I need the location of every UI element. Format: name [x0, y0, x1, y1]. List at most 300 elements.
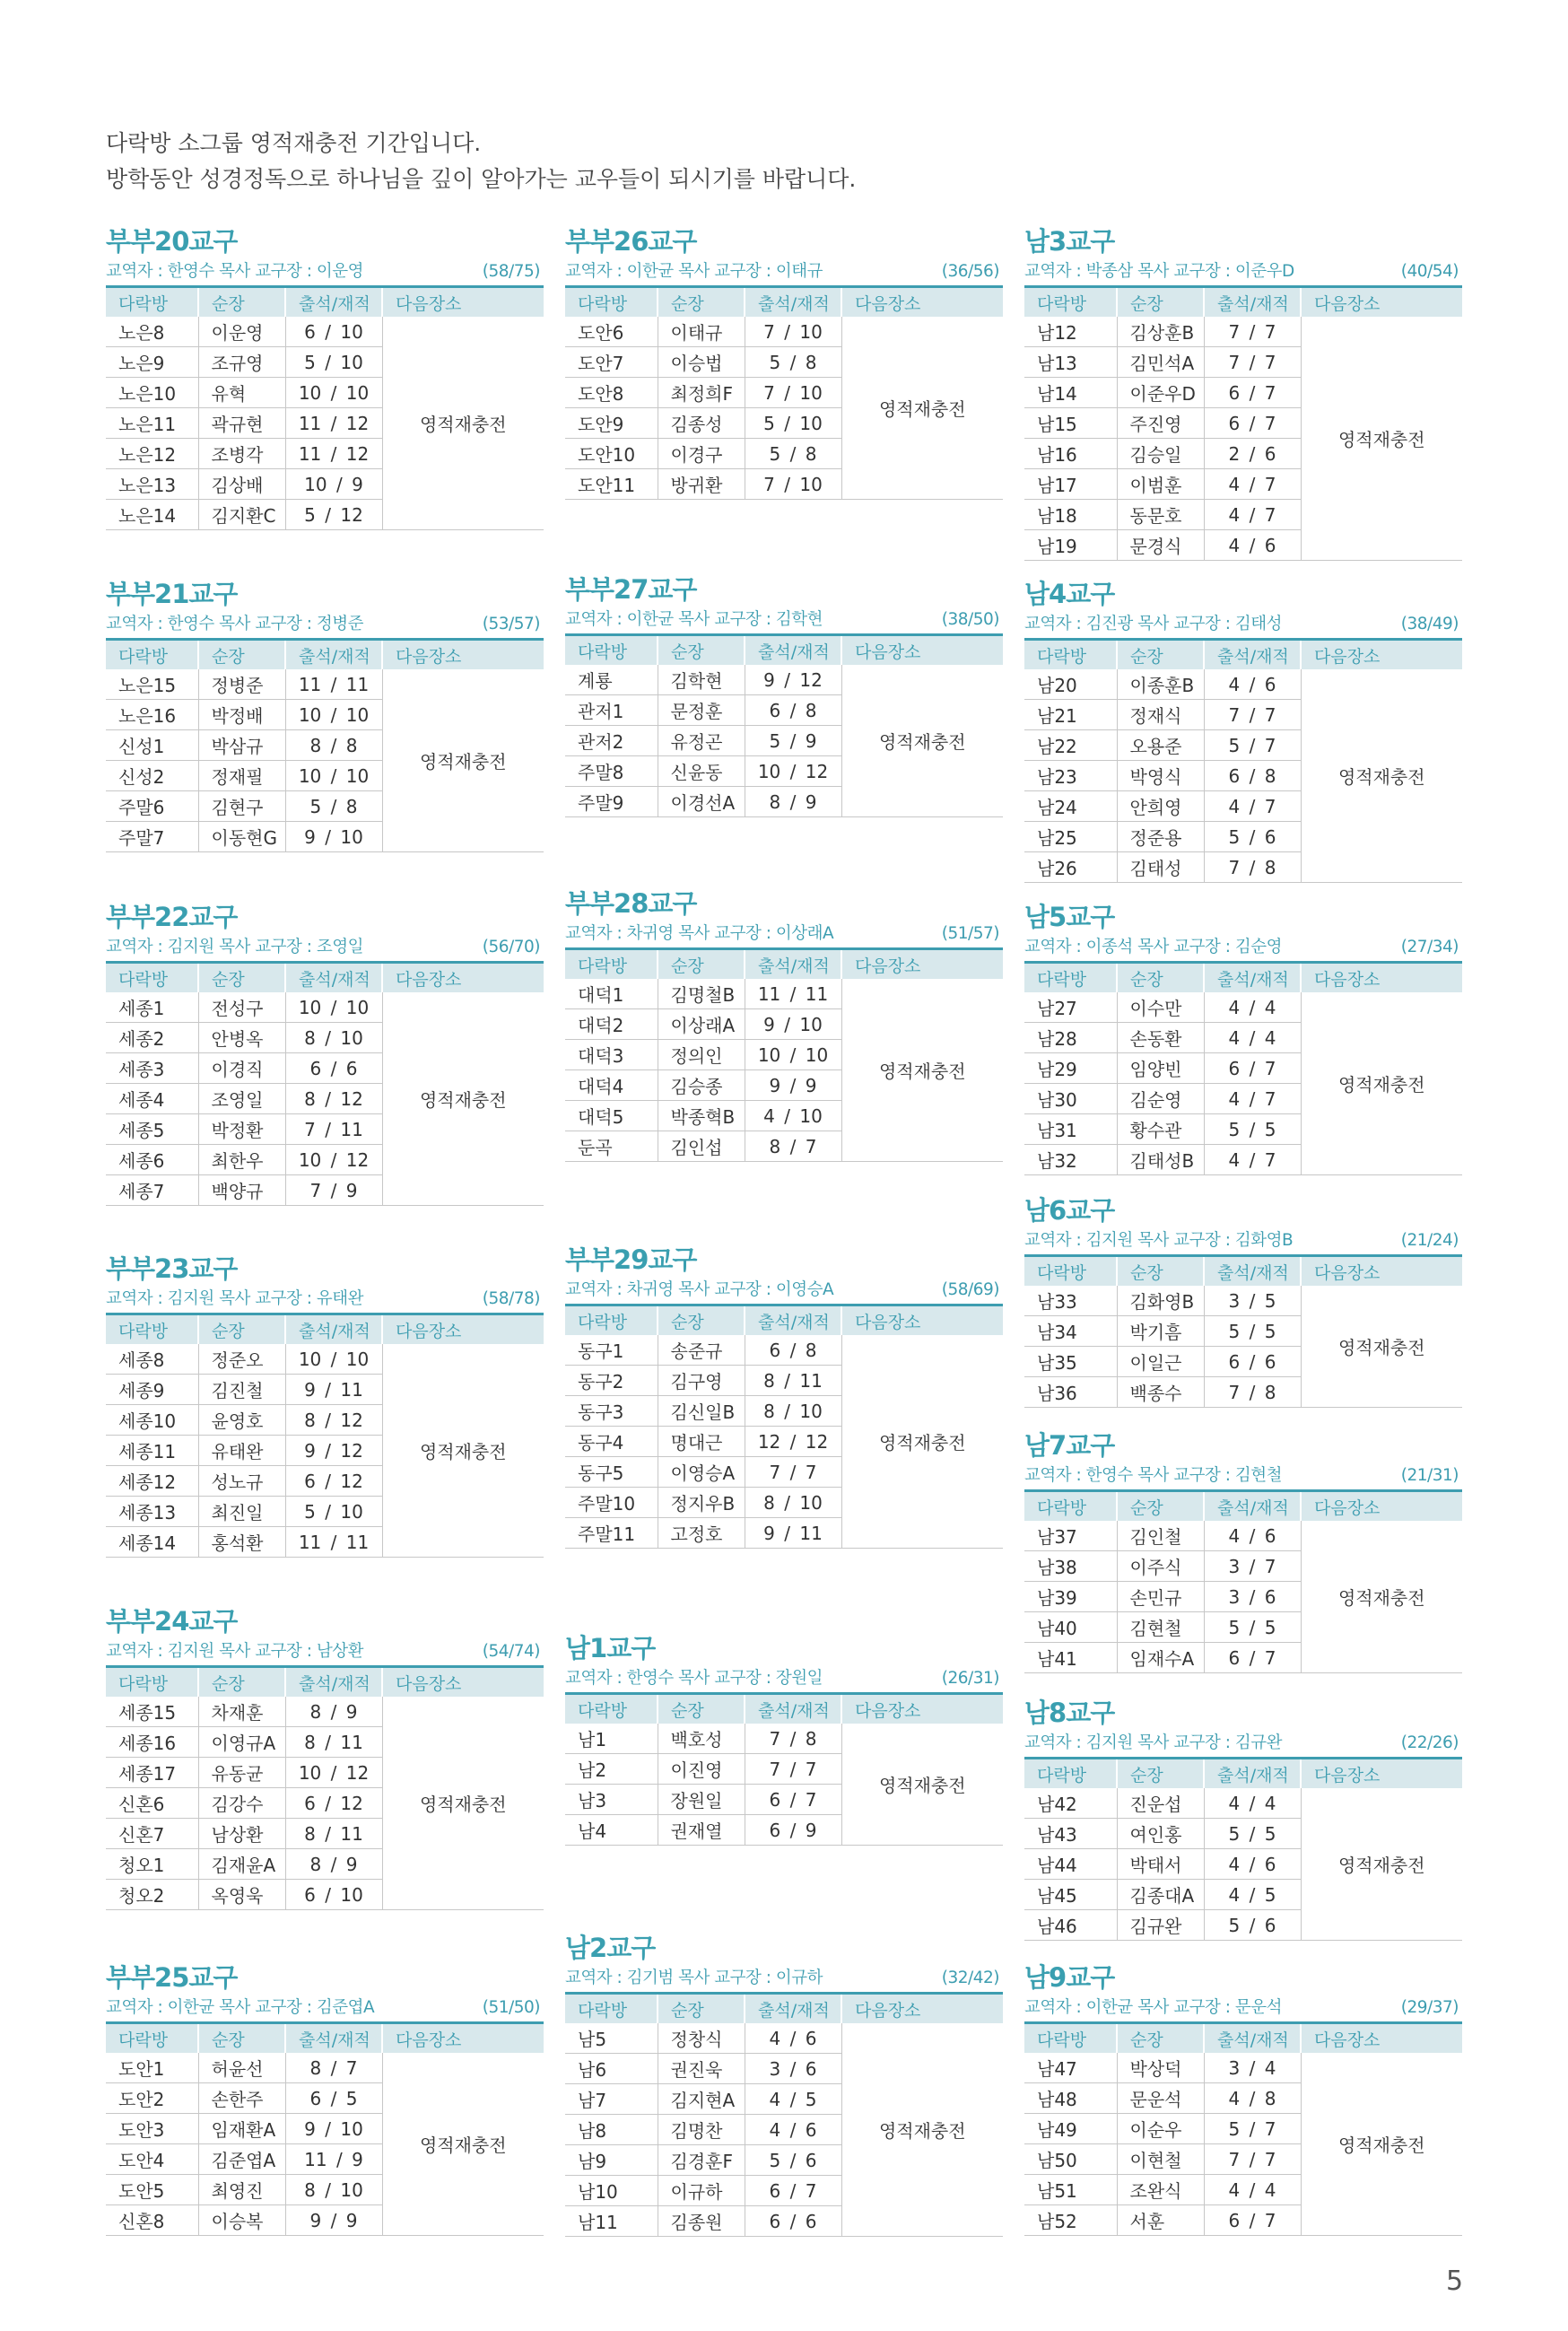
leader-name: 박삼규 — [198, 730, 285, 761]
room-name: 남32 — [1024, 1145, 1117, 1175]
group-table — [1024, 1489, 1462, 1673]
room-name: 남8 — [565, 2115, 658, 2145]
header-room: 다락방 — [565, 1994, 658, 2024]
leader-name: 정준오 — [198, 1344, 285, 1375]
header-leader: 순장 — [1117, 1256, 1204, 1287]
leader-name: 손민규 — [1117, 1582, 1204, 1612]
header-room: 다락방 — [106, 1314, 198, 1345]
room-name: 세종1 — [106, 992, 198, 1023]
table-row — [565, 2023, 1003, 2054]
attendance: 3 / 6 — [1204, 1582, 1301, 1612]
group-block — [106, 577, 544, 852]
group-table — [1024, 1757, 1462, 1941]
next-place: 영적재충전 — [382, 2053, 544, 2236]
leader-name: 이동현G — [198, 822, 285, 852]
group-staff: 교역자 : 차귀영 목사 교구장 : 이영승A — [565, 1280, 834, 1299]
group-table — [1024, 961, 1462, 1175]
leader-name: 이승복 — [198, 2205, 285, 2236]
group-title: 부부24교구 — [106, 1606, 238, 1637]
header-row — [1024, 1759, 1462, 1789]
room-name: 세종6 — [106, 1145, 198, 1175]
header-room: 다락방 — [1024, 963, 1117, 993]
leader-name: 이경직 — [198, 1053, 285, 1084]
header-place: 다음장소 — [1301, 963, 1462, 993]
attendance: 5 / 8 — [745, 439, 841, 469]
attendance: 8 / 12 — [285, 1405, 382, 1436]
attendance: 6 / 8 — [745, 695, 841, 726]
next-place: 영적재충전 — [382, 669, 544, 852]
leader-name: 이태규 — [658, 317, 745, 347]
room-name: 남35 — [1024, 1347, 1117, 1377]
next-place: 영적재충전 — [382, 317, 544, 530]
leader-name: 허윤선 — [198, 2053, 285, 2083]
attendance: 7 / 10 — [745, 378, 841, 408]
leader-name: 황수관 — [1117, 1114, 1204, 1145]
header-attend: 출석/재적 — [1204, 287, 1301, 318]
group-title: 부부22교구 — [106, 902, 238, 932]
attendance: 5 / 5 — [1204, 1819, 1301, 1849]
leader-name: 김명찬 — [658, 2115, 745, 2145]
leader-name: 김상배 — [198, 469, 285, 500]
group-ratio: (58/69) — [941, 1280, 999, 1299]
room-name: 남38 — [1024, 1551, 1117, 1582]
room-name: 세종13 — [106, 1497, 198, 1527]
header-attend: 출석/재적 — [1204, 640, 1301, 670]
group-block — [106, 1252, 544, 1558]
group-table — [106, 638, 544, 852]
attendance: 4 / 7 — [1204, 1145, 1301, 1175]
header-attend: 출석/재적 — [745, 1694, 841, 1724]
next-place: 영적재충전 — [1301, 1286, 1462, 1408]
leader-name: 이영승A — [658, 1457, 745, 1488]
header-place: 다음장소 — [382, 2023, 544, 2054]
attendance: 6 / 7 — [745, 1785, 841, 1815]
next-place: 영적재충전 — [1301, 2053, 1462, 2236]
group-staff: 교역자 : 한영수 목사 교구장 : 장원일 — [565, 1669, 823, 1688]
header-attend: 출석/재적 — [1204, 1491, 1301, 1522]
leader-name: 안병옥 — [198, 1023, 285, 1053]
leader-name: 임재수A — [1117, 1643, 1204, 1673]
leader-name: 안희영 — [1117, 791, 1204, 822]
next-place: 영적재충전 — [841, 979, 1003, 1162]
group-block — [565, 224, 1003, 500]
leader-name: 옥영욱 — [198, 1880, 285, 1910]
attendance: 10 / 10 — [285, 761, 382, 791]
leader-name: 주진영 — [1117, 408, 1204, 439]
room-name: 세종14 — [106, 1527, 198, 1558]
attendance: 7 / 7 — [1204, 347, 1301, 378]
next-place: 영적재충전 — [1301, 669, 1462, 883]
attendance: 4 / 4 — [1204, 1788, 1301, 1819]
room-name: 남12 — [1024, 317, 1117, 347]
group-info — [565, 1665, 1003, 1692]
group-staff: 교역자 : 한영수 목사 교구장 : 이운영 — [106, 262, 363, 281]
group-staff: 교역자 : 김진광 목사 교구장 : 김태성 — [1024, 615, 1282, 633]
group-block — [565, 1931, 1003, 2237]
next-place: 영적재충전 — [1301, 1788, 1462, 1941]
leader-name: 박상덕 — [1117, 2053, 1204, 2083]
leader-name: 박종혁B — [658, 1101, 745, 1131]
room-name: 남33 — [1024, 1286, 1117, 1316]
attendance: 7 / 7 — [1204, 700, 1301, 730]
leader-name: 손동환 — [1117, 1023, 1204, 1053]
attendance: 8 / 10 — [285, 2175, 382, 2205]
leader-name: 김화영B — [1117, 1286, 1204, 1316]
header-room: 다락방 — [106, 2023, 198, 2054]
group-block — [106, 900, 544, 1206]
group-ratio: (38/49) — [1400, 615, 1459, 633]
attendance: 11 / 12 — [285, 408, 382, 439]
attendance: 6 / 6 — [745, 2206, 841, 2237]
group-title: 부부20교구 — [106, 226, 238, 257]
group-table — [565, 1304, 1003, 1549]
header-leader: 순장 — [658, 1305, 745, 1336]
group-title: 부부29교구 — [565, 1244, 697, 1275]
group-info — [1024, 258, 1462, 285]
attendance: 4 / 7 — [1204, 500, 1301, 530]
group-staff: 교역자 : 박종삼 목사 교구장 : 이준우D — [1024, 262, 1294, 281]
attendance: 5 / 10 — [285, 347, 382, 378]
group-block — [1024, 1428, 1462, 1673]
attendance: 4 / 4 — [1204, 2175, 1301, 2205]
group-info — [1024, 934, 1462, 961]
group-table — [565, 947, 1003, 1162]
attendance: 5 / 7 — [1204, 730, 1301, 761]
group-ratio: (32/42) — [941, 1969, 999, 1987]
header-leader: 순장 — [658, 949, 745, 980]
leader-name: 이규하 — [658, 2176, 745, 2206]
room-name: 동구1 — [565, 1335, 658, 1366]
leader-name: 곽규현 — [198, 408, 285, 439]
attendance: 8 / 9 — [745, 787, 841, 817]
room-name: 남34 — [1024, 1316, 1117, 1347]
group-ratio: (51/50) — [482, 1998, 540, 2017]
leader-name: 최진일 — [198, 1497, 285, 1527]
group-table — [1024, 1254, 1462, 1408]
attendance: 4 / 7 — [1204, 469, 1301, 500]
leader-name: 조병각 — [198, 439, 285, 469]
attendance: 9 / 12 — [285, 1436, 382, 1466]
room-name: 세종17 — [106, 1758, 198, 1788]
room-name: 남48 — [1024, 2083, 1117, 2114]
leader-name: 김태성 — [1117, 852, 1204, 883]
room-name: 남17 — [1024, 469, 1117, 500]
header-room: 다락방 — [1024, 1491, 1117, 1522]
attendance: 7 / 7 — [1204, 2144, 1301, 2175]
table-row — [565, 1335, 1003, 1366]
room-name: 남43 — [1024, 1819, 1117, 1849]
room-name: 주말10 — [565, 1488, 658, 1518]
header-attend: 출석/재적 — [745, 635, 841, 666]
room-name: 남24 — [1024, 791, 1117, 822]
attendance: 10 / 10 — [285, 992, 382, 1023]
room-name: 남13 — [1024, 347, 1117, 378]
leader-name: 조완식 — [1117, 2175, 1204, 2205]
attendance: 4 / 4 — [1204, 1023, 1301, 1053]
room-name: 남49 — [1024, 2114, 1117, 2144]
room-name: 동구4 — [565, 1427, 658, 1457]
room-name: 도안4 — [106, 2144, 198, 2175]
room-name: 세종7 — [106, 1175, 198, 1206]
group-staff: 교역자 : 한영수 목사 교구장 : 김현철 — [1024, 1466, 1282, 1485]
room-name: 남15 — [1024, 408, 1117, 439]
room-name: 노은9 — [106, 347, 198, 378]
attendance: 7 / 10 — [745, 469, 841, 500]
leader-name: 유동균 — [198, 1758, 285, 1788]
leader-name: 최정희F — [658, 378, 745, 408]
attendance: 8 / 7 — [285, 2053, 382, 2083]
leader-name: 김지환C — [198, 500, 285, 530]
room-name: 남26 — [1024, 852, 1117, 883]
room-name: 세종9 — [106, 1375, 198, 1405]
attendance: 6 / 7 — [1204, 378, 1301, 408]
header-place: 다음장소 — [382, 1314, 544, 1345]
room-name: 주말9 — [565, 787, 658, 817]
attendance: 8 / 11 — [745, 1366, 841, 1396]
table-row — [565, 317, 1003, 347]
attendance: 9 / 10 — [285, 2114, 382, 2144]
group-title: 남6교구 — [1024, 1195, 1115, 1226]
attendance: 4 / 10 — [745, 1101, 841, 1131]
room-name: 주말6 — [106, 791, 198, 822]
leader-name: 김명철B — [658, 979, 745, 1009]
group-info — [1024, 611, 1462, 638]
group-staff: 교역자 : 김지원 목사 교구장 : 김화영B — [1024, 1231, 1294, 1250]
group-table — [1024, 285, 1462, 561]
table-row — [106, 1697, 544, 1727]
leader-name: 이종훈B — [1117, 669, 1204, 700]
group-title: 부부21교구 — [106, 579, 238, 609]
room-name: 관저1 — [565, 695, 658, 726]
header-row — [1024, 1256, 1462, 1287]
leader-name: 문운석 — [1117, 2083, 1204, 2114]
group-ratio: (21/31) — [1400, 1466, 1459, 1485]
room-name: 주말11 — [565, 1518, 658, 1549]
header-room: 다락방 — [1024, 1759, 1117, 1789]
group-info — [106, 1638, 544, 1665]
room-name: 도안6 — [565, 317, 658, 347]
group-ratio: (21/24) — [1400, 1231, 1459, 1250]
attendance: 6 / 10 — [285, 1880, 382, 1910]
room-name: 남7 — [565, 2084, 658, 2115]
attendance: 10 / 10 — [745, 1040, 841, 1070]
attendance: 4 / 6 — [1204, 669, 1301, 700]
group-info — [565, 607, 1003, 633]
room-name: 세종2 — [106, 1023, 198, 1053]
header-place: 다음장소 — [841, 1994, 1003, 2024]
header-row — [565, 1305, 1003, 1336]
room-name: 남18 — [1024, 500, 1117, 530]
table-row — [1024, 317, 1462, 347]
room-name: 노은10 — [106, 378, 198, 408]
attendance: 4 / 6 — [745, 2115, 841, 2145]
room-name: 동구3 — [565, 1396, 658, 1427]
room-name: 남9 — [565, 2145, 658, 2176]
group-staff: 교역자 : 김기범 목사 교구장 : 이규하 — [565, 1969, 823, 1987]
header-place: 다음장소 — [1301, 1256, 1462, 1287]
leader-name: 방귀환 — [658, 469, 745, 500]
table-row — [1024, 2053, 1462, 2083]
attendance: 8 / 11 — [285, 1819, 382, 1849]
attendance: 6 / 12 — [285, 1466, 382, 1497]
room-name: 남27 — [1024, 992, 1117, 1023]
header-place: 다음장소 — [1301, 1491, 1462, 1522]
group-table — [106, 1313, 544, 1558]
group-info — [565, 1965, 1003, 1992]
table-row — [106, 992, 544, 1023]
leader-name: 이현철 — [1117, 2144, 1204, 2175]
leader-name: 차재훈 — [198, 1697, 285, 1727]
group-info — [565, 258, 1003, 285]
leader-name: 김준엽A — [198, 2144, 285, 2175]
group-info — [565, 921, 1003, 947]
group-block — [1024, 1696, 1462, 1941]
room-name: 세종10 — [106, 1405, 198, 1436]
table-row — [565, 1724, 1003, 1754]
attendance: 10 / 10 — [285, 1344, 382, 1375]
attendance: 5 / 8 — [285, 791, 382, 822]
group-block — [1024, 1193, 1462, 1408]
leader-name: 이영규A — [198, 1727, 285, 1758]
room-name: 남10 — [565, 2176, 658, 2206]
leader-name: 이승법 — [658, 347, 745, 378]
header-leader: 순장 — [198, 640, 285, 670]
group-table — [1024, 638, 1462, 883]
header-leader: 순장 — [1117, 287, 1204, 318]
attendance: 6 / 6 — [285, 1053, 382, 1084]
header-leader: 순장 — [1117, 1491, 1204, 1522]
attendance: 11 / 11 — [285, 1527, 382, 1558]
attendance: 8 / 10 — [745, 1488, 841, 1518]
room-name: 남47 — [1024, 2053, 1117, 2083]
attendance: 7 / 7 — [745, 1754, 841, 1785]
group-title: 남1교구 — [565, 1633, 656, 1663]
room-name: 노은11 — [106, 408, 198, 439]
table-row — [1024, 1788, 1462, 1819]
header-attend: 출석/재적 — [285, 1667, 382, 1698]
header-row — [1024, 963, 1462, 993]
header-room: 다락방 — [1024, 287, 1117, 318]
group-info — [106, 611, 544, 638]
header-row — [106, 2023, 544, 2054]
header-room: 다락방 — [1024, 2023, 1117, 2054]
leader-name: 김상훈B — [1117, 317, 1204, 347]
attendance: 6 / 7 — [1204, 408, 1301, 439]
leader-name: 임양빈 — [1117, 1053, 1204, 1084]
room-name: 남42 — [1024, 1788, 1117, 1819]
group-title: 부부28교구 — [565, 888, 697, 919]
leader-name: 이경구 — [658, 439, 745, 469]
attendance: 9 / 10 — [745, 1009, 841, 1040]
group-block — [1024, 900, 1462, 1175]
leader-name: 이순우 — [1117, 2114, 1204, 2144]
leader-name: 조영일 — [198, 1084, 285, 1114]
group-block — [1024, 224, 1462, 561]
group-title: 남7교구 — [1024, 1430, 1115, 1461]
group-ratio: (36/56) — [941, 262, 999, 281]
header-row — [106, 963, 544, 993]
group-staff: 교역자 : 한영수 목사 교구장 : 정병준 — [106, 615, 363, 633]
leader-name: 성노규 — [198, 1466, 285, 1497]
room-name: 신성1 — [106, 730, 198, 761]
leader-name: 김승일 — [1117, 439, 1204, 469]
header-leader: 순장 — [198, 1314, 285, 1345]
group-table — [565, 1692, 1003, 1846]
leader-name: 박정배 — [198, 700, 285, 730]
leader-name: 이일근 — [1117, 1347, 1204, 1377]
header-row — [106, 1667, 544, 1698]
group-staff: 교역자 : 김지원 목사 교구장 : 조영일 — [106, 938, 363, 956]
attendance: 6 / 6 — [1204, 1347, 1301, 1377]
leader-name: 백양규 — [198, 1175, 285, 1206]
room-name: 남1 — [565, 1724, 658, 1754]
room-name: 남23 — [1024, 761, 1117, 791]
leader-name: 김구영 — [658, 1366, 745, 1396]
leader-name: 이상래A — [658, 1009, 745, 1040]
header-place: 다음장소 — [1301, 2023, 1462, 2054]
leader-name: 김학현 — [658, 665, 745, 695]
attendance: 5 / 5 — [1204, 1612, 1301, 1643]
room-name: 남5 — [565, 2023, 658, 2054]
table-row — [565, 979, 1003, 1009]
leader-name: 문경식 — [1117, 530, 1204, 561]
leader-name: 권진욱 — [658, 2054, 745, 2084]
attendance: 3 / 7 — [1204, 1551, 1301, 1582]
group-block — [106, 224, 544, 530]
leader-name: 이주식 — [1117, 1551, 1204, 1582]
leader-name: 장원일 — [658, 1785, 745, 1815]
header-row — [565, 635, 1003, 666]
room-name: 도안10 — [565, 439, 658, 469]
leader-name: 김승종 — [658, 1070, 745, 1101]
intro-line-1: 다락방 소그룹 영적재충전 기간입니다. — [106, 130, 482, 156]
leader-name: 권재열 — [658, 1815, 745, 1846]
attendance: 5 / 7 — [1204, 2114, 1301, 2144]
attendance: 5 / 12 — [285, 500, 382, 530]
room-name: 관저2 — [565, 726, 658, 756]
room-name: 신혼7 — [106, 1819, 198, 1849]
attendance: 4 / 7 — [1204, 791, 1301, 822]
group-staff: 교역자 : 이한균 목사 교구장 : 이태규 — [565, 262, 823, 281]
attendance: 8 / 12 — [285, 1084, 382, 1114]
attendance: 5 / 8 — [745, 347, 841, 378]
room-name: 남20 — [1024, 669, 1117, 700]
attendance: 4 / 6 — [1204, 530, 1301, 561]
room-name: 대덕2 — [565, 1009, 658, 1040]
leader-name: 김경훈F — [658, 2145, 745, 2176]
group-info — [1024, 1227, 1462, 1254]
room-name: 남22 — [1024, 730, 1117, 761]
attendance: 10 / 10 — [285, 700, 382, 730]
group-ratio: (38/50) — [941, 610, 999, 629]
room-name: 청오2 — [106, 1880, 198, 1910]
header-attend: 출석/재적 — [285, 640, 382, 670]
header-row — [1024, 1491, 1462, 1522]
header-leader: 순장 — [1117, 963, 1204, 993]
leader-name: 김인철 — [1117, 1521, 1204, 1551]
group-ratio: (53/57) — [482, 615, 540, 633]
table-row — [1024, 1521, 1462, 1551]
group-table — [106, 2021, 544, 2236]
attendance: 11 / 9 — [285, 2144, 382, 2175]
group-table — [565, 1992, 1003, 2237]
attendance: 4 / 5 — [745, 2084, 841, 2115]
leader-name: 동문호 — [1117, 500, 1204, 530]
leader-name: 여인홍 — [1117, 1819, 1204, 1849]
header-place: 다음장소 — [841, 949, 1003, 980]
header-row — [1024, 2023, 1462, 2054]
header-room: 다락방 — [106, 1667, 198, 1698]
